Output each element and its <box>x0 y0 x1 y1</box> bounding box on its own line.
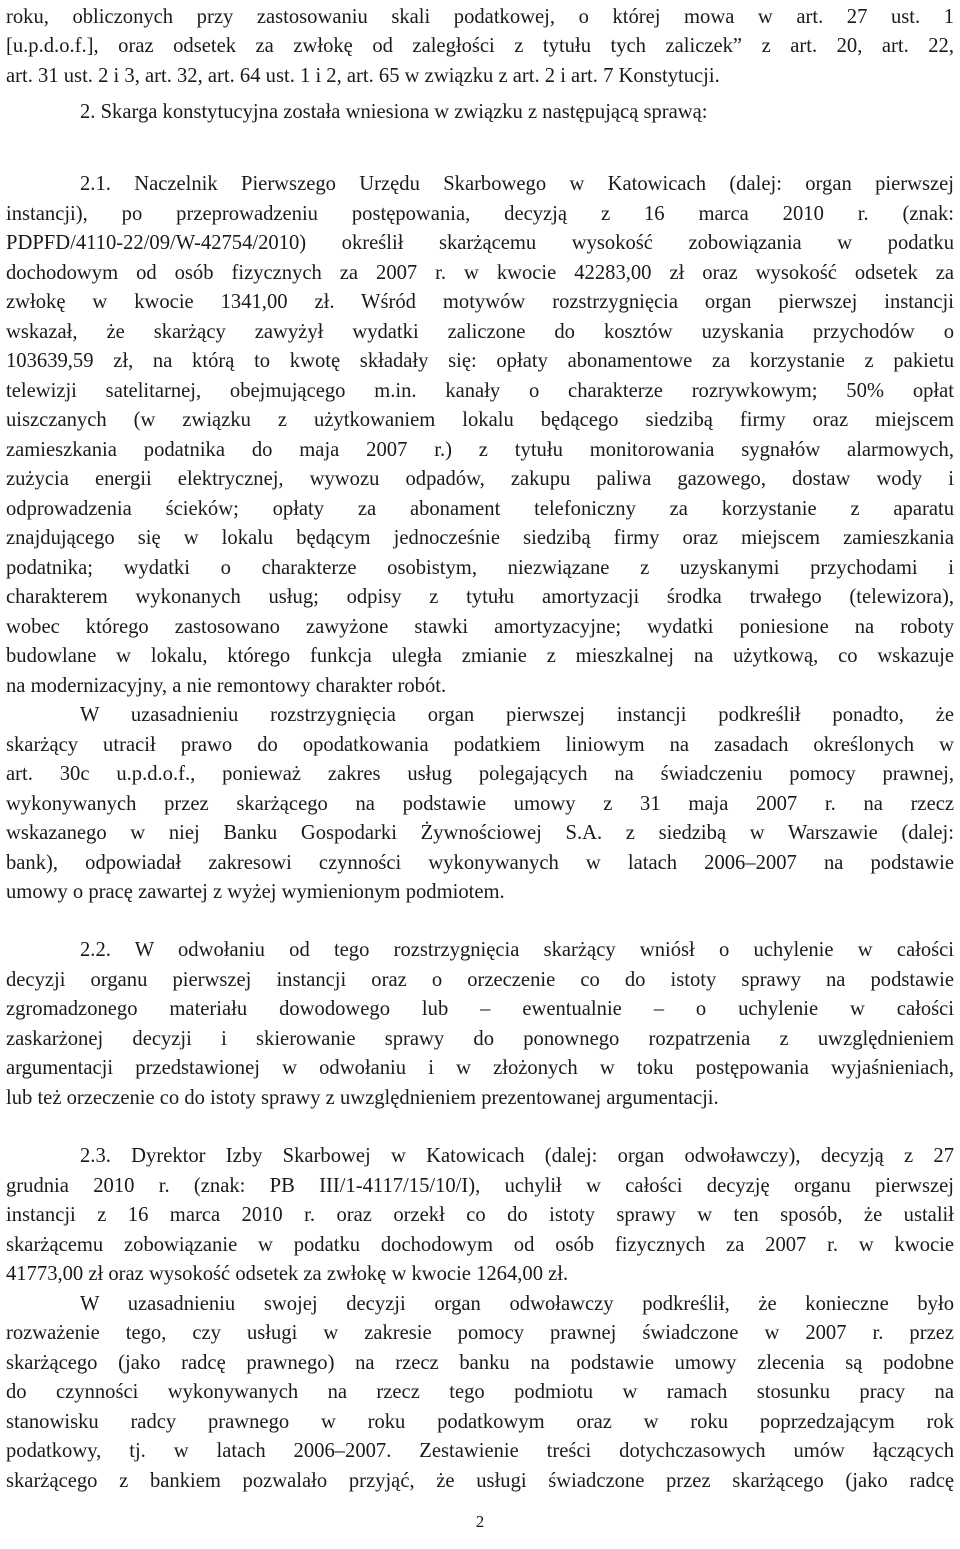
text-line: 2.3. Dyrektor Izby Skarbowej w Katowicach (dalej: organ odwoławczy), decyzją z 27 <box>80 1145 954 1167</box>
text-line: art. 31 ust. 2 i 3, art. 32, art. 64 ust. 1 i 2, art. 65 w związku z art. 2 i art. 7 Konstytucji. <box>6 65 720 87</box>
text-line: zgromadzonego materiału dowodowego lub – ewentualnie – o uchylenie w całości <box>6 998 954 1020</box>
page-number: 2 <box>475 1512 485 1531</box>
text-line: skarżący utracił prawo do opodatkowania podatkiem liniowym na zasadach określonych w <box>6 734 954 756</box>
text-line: odprowadzenia ścieków; opłaty za abonament telefoniczny za korzystanie z aparatu <box>6 498 954 520</box>
text-line: lub też orzeczenie co do istoty sprawy z uwzględnieniem prezentowanej argumentacji. <box>6 1087 719 1109</box>
text-line: grudnia 2010 r. (znak: PB III/1-4117/15/10/I), uchylił w całości decyzję organu pierwszej <box>6 1175 954 1197</box>
text-line: na modernizacyjny, a nie remontowy charakter robót. <box>6 675 447 697</box>
text-line: instancji), po przeprowadzeniu postępowania, decyzją z 16 marca 2010 r. (znak: <box>6 203 954 225</box>
text-line: PDPFD/4110-22/09/W-42754/2010) określił skarżącemu wysokość zobowiązania w podatku <box>6 232 954 254</box>
text-line: decyzji organu pierwszej instancji oraz o orzeczenie co do istoty sprawy na podstawie <box>6 969 954 991</box>
text-line: stanowisku radcy prawnego w roku podatkowym oraz w roku poprzedzającym rok <box>6 1411 954 1433</box>
text-line: W uzasadnieniu swojej decyzji organ odwoławczy podkreślił, że konieczne było <box>80 1293 954 1315</box>
text-line: podatnika; wydatki o charakterze osobistym, niezwiązane z uzyskanymi przychodami i <box>6 557 954 579</box>
text-line: zużycia energii elektrycznej, wywozu odpadów, zakupu paliwa gazowego, dostaw wody i <box>6 468 954 490</box>
text-line: rozważenie tego, czy usługi w zakresie pomocy prawnej świadczone w 2007 r. przez <box>6 1322 954 1344</box>
text-line: [u.p.d.o.f.], oraz odsetek za zwłokę od zaległości z tytułu tych zaliczek” z art. 20, art. 22, <box>6 35 954 57</box>
text-line: bank), odpowiadał zakresowi czynności wykonywanych w latach 2006–2007 na podstawie <box>6 852 954 874</box>
text-line: podatkowy, tj. w latach 2006–2007. Zestawienie treści dotychczasowych umów łączących <box>6 1440 954 1462</box>
text-line: dochodowym od osób fizycznych za 2007 r. w kwocie 42283,00 zł oraz wysokość odsetek za <box>6 262 954 284</box>
text-line: wskazał, że skarżący zawyżył wydatki zaliczone do kosztów uzyskania przychodów o <box>6 321 954 343</box>
text-line: znajdującego się w lokalu będącym jednocześnie siedzibą firmy oraz miejscem zamieszkania <box>6 527 954 549</box>
text-line: skarżącemu zobowiązanie w podatku dochodowym od osób fizycznych za 2007 r. w kwocie <box>6 1234 954 1256</box>
text-line: wobec którego zastosowano zawyżone stawki amortyzacyjne; wydatki poniesione na roboty <box>6 616 954 638</box>
text-line: zaskarżonej decyzji i skierowanie sprawy do ponownego rozpatrzenia z uwzględnieniem <box>6 1028 954 1050</box>
text-line: skarżącego (jako radcę prawnego) na rzecz banku na podstawie umowy zlecenia są podobne <box>6 1352 954 1374</box>
text-line: instancji z 16 marca 2010 r. oraz orzekł co do istoty sprawy w ten sposób, że ustalił <box>6 1204 954 1226</box>
text-line: W uzasadnieniu rozstrzygnięcia organ pierwszej instancji podkreślił ponadto, że <box>80 704 954 726</box>
text-line: wskazanego w niej Banku Gospodarki Żywnościowej S.A. z siedzibą w Warszawie (dalej: <box>6 822 954 844</box>
text-line: uiszczanych (w związku z użytkowaniem lokalu będącego siedzibą firmy oraz miejscem <box>6 409 954 431</box>
text-line: 2.2. W odwołaniu od tego rozstrzygnięcia skarżący wniósł o uchylenie w całości <box>80 939 954 961</box>
text-line: umowy o pracę zawartej z wyżej wymienionym podmiotem. <box>6 881 505 903</box>
text-line: telewizji satelitarnej, obejmującego m.in. kanały o charakterze rozrywkowym; 50% opłat <box>6 380 954 402</box>
text-line: budowlane w lokalu, którego funkcja uległa zmianie z mieszkalnej na użytkową, co wskazuje <box>6 645 954 667</box>
text-line: art. 30c u.p.d.o.f., ponieważ zakres usług polegających na świadczeniu pomocy prawnej, <box>6 763 954 785</box>
text-line: 103639,59 zł, na którą to kwotę składały się: opłaty abonamentowe za korzystanie z pakietu <box>6 350 954 372</box>
text-line: 2.1. Naczelnik Pierwszego Urzędu Skarbowego w Katowicach (dalej: organ pierwszej <box>80 173 954 195</box>
text-line: 41773,00 zł oraz wysokość odsetek za zwłokę w kwocie 1264,00 zł. <box>6 1263 569 1285</box>
text-line: zamieszkania podatnika do maja 2007 r.) z tytułu monitorowania sygnałów alarmowych, <box>6 439 954 461</box>
text-line: skarżącego z bankiem pozwalało przyjąć, że usługi świadczone przez skarżącego (jako radcę <box>6 1470 954 1492</box>
section-heading: 2. Skarga konstytucyjna została wniesiona w związku z następującą sprawą: <box>80 101 708 123</box>
text-line: wykonywanych przez skarżącego na podstawie umowy z 31 maja 2007 r. na rzecz <box>6 793 954 815</box>
text-line: roku, obliczonych przy zastosowaniu skali podatkowej, o której mowa w art. 27 ust. 1 <box>6 6 954 28</box>
text-line: charakterem wykonanych usług; odpisy z tytułu amortyzacji środka trwałego (telewizora), <box>6 586 954 608</box>
text-line: zwłokę w kwocie 1341,00 zł. Wśród motywów rozstrzygnięcia organ pierwszej instancji <box>6 291 954 313</box>
text-line: do czynności wykonywanych na rzecz tego podmiotu w ramach stosunku pracy na <box>6 1381 954 1403</box>
text-line: argumentacji przedstawionej w odwołaniu i w złożonych w toku postępowania wyjaśnieniach, <box>6 1057 954 1079</box>
